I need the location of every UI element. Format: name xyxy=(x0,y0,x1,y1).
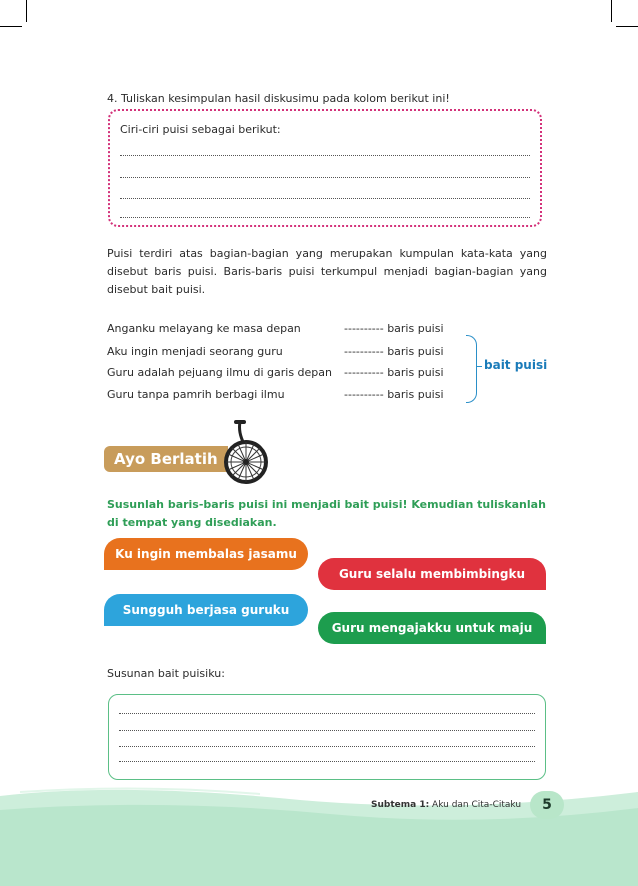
poem-row xyxy=(107,366,487,382)
poem-line: Anganku melayang ke masa depan xyxy=(107,322,301,335)
poem-line: Guru tanpa pamrih berbagi ilmu xyxy=(107,388,285,401)
ayo-berlatih-banner: Ayo Berlatih xyxy=(104,446,228,472)
conclusion-lead: Ciri-ciri puisi sebagai berikut: xyxy=(120,123,281,136)
question-4: 4. Tuliskan kesimpulan hasil diskusimu pada kolom berikut ini! xyxy=(107,92,450,105)
unicycle-icon xyxy=(218,418,274,484)
answer-line xyxy=(119,713,535,714)
row-label: ---------- baris puisi xyxy=(344,345,444,358)
row-label: ---------- baris puisi xyxy=(344,366,444,379)
poem-row xyxy=(107,322,487,338)
answer-line xyxy=(119,746,535,747)
answer-box[interactable] xyxy=(108,694,546,780)
answer-line xyxy=(120,155,530,156)
answer-line xyxy=(120,198,530,199)
row-label: ---------- baris puisi xyxy=(344,322,444,335)
bait-brace-tip xyxy=(476,366,482,367)
page-number: 5 xyxy=(530,791,564,819)
subtema-bold: Subtema 1: xyxy=(371,800,430,810)
crop-mark xyxy=(616,26,638,27)
answer-line xyxy=(120,217,530,218)
explanation-paragraph: Puisi terdiri atas bagian-bagian yang merupakan kumpulan kata-kata yang disebut baris puisi. Baris-baris puisi terkumpul menjadi bagian-bagian yang disebut bait puisi. xyxy=(107,247,547,296)
poem-line: Aku ingin menjadi seorang guru xyxy=(107,345,283,358)
crop-mark xyxy=(26,0,27,22)
answer-line xyxy=(119,730,535,731)
subtema-title: Aku dan Cita-Citaku xyxy=(429,800,522,810)
conclusion-box[interactable] xyxy=(108,109,542,227)
poem-line-card-green[interactable]: Guru mengajakku untuk maju xyxy=(318,612,546,644)
poem-line-card-blue[interactable]: Sungguh berjasa guruku xyxy=(104,594,308,626)
answer-line xyxy=(119,761,535,762)
poem-line-card-orange[interactable]: Ku ingin membalas jasamu xyxy=(104,538,308,570)
bait-brace xyxy=(466,335,477,403)
subtema-footer xyxy=(371,800,521,810)
answer-line xyxy=(120,177,530,178)
poem-row xyxy=(107,388,487,404)
poem-line-card-red[interactable]: Guru selalu membimbingku xyxy=(318,558,546,590)
exercise-instruction: Susunlah baris-baris puisi ini menjadi bait puisi! Kemudian tuliskanlah di tempat yang disediakan. xyxy=(107,498,546,529)
bait-label: bait puisi xyxy=(484,358,548,372)
poem-row xyxy=(107,345,487,361)
poem-line: Guru adalah pejuang ilmu di garis depan xyxy=(107,366,332,379)
crop-mark xyxy=(0,26,22,27)
row-label: ---------- baris puisi xyxy=(344,388,444,401)
crop-mark xyxy=(611,0,612,22)
susunan-label: Susunan bait puisiku: xyxy=(107,667,225,680)
